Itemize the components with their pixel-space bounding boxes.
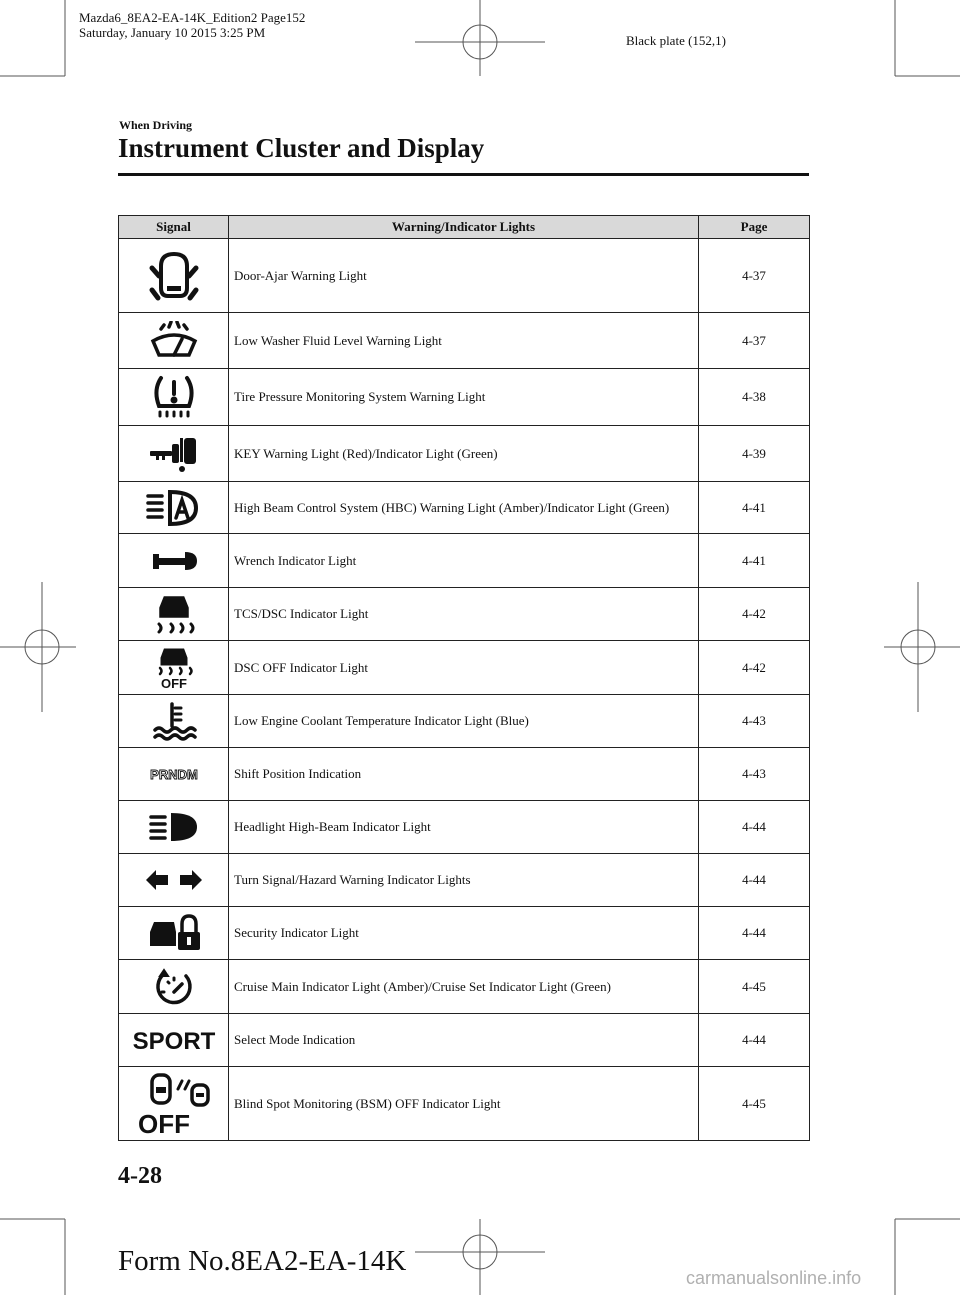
light-description: High Beam Control System (HBC) Warning Light (Amber)/Indicator Light (Green) <box>229 482 699 534</box>
bsm-off-icon <box>119 1071 228 1137</box>
light-description: Turn Signal/Hazard Warning Indicator Lights <box>229 854 699 907</box>
page-reference: 4-43 <box>699 695 810 748</box>
light-description: DSC OFF Indicator Light <box>229 641 699 695</box>
cruise-icon <box>119 966 228 1008</box>
page-reference: 4-44 <box>699 1014 810 1067</box>
file-name-line: Mazda6_8EA2-EA-14K_Edition2 Page152 <box>79 10 306 25</box>
page-reference: 4-44 <box>699 907 810 960</box>
light-description: Blind Spot Monitoring (BSM) OFF Indicator Light <box>229 1067 699 1141</box>
light-description: Cruise Main Indicator Light (Amber)/Cruise Set Indicator Light (Green) <box>229 960 699 1014</box>
door-ajar-icon <box>119 246 228 306</box>
page-reference: 4-38 <box>699 369 810 426</box>
section-label: When Driving <box>119 118 193 132</box>
light-description: TCS/DSC Indicator Light <box>229 588 699 641</box>
page-reference: 4-37 <box>699 239 810 313</box>
light-description: Select Mode Indication <box>229 1014 699 1067</box>
table-row <box>119 748 810 801</box>
table-row <box>119 239 810 313</box>
column-header-lights: Warning/Indicator Lights <box>229 216 699 239</box>
indicator-lights-table <box>118 215 810 1141</box>
coolant-temp-icon <box>119 700 228 742</box>
page-title: Instrument Cluster and Display <box>118 133 485 163</box>
page-reference: 4-45 <box>699 1067 810 1141</box>
table-row <box>119 1014 810 1067</box>
page-number: 4-28 <box>118 1163 162 1189</box>
table-row <box>119 854 810 907</box>
table-row <box>119 534 810 588</box>
table-row <box>119 1067 810 1141</box>
page-reference: 4-37 <box>699 313 810 369</box>
timestamp-line: Saturday, January 10 2015 3:25 PM <box>79 25 266 40</box>
svg-text:OFF: OFF <box>137 1108 190 1137</box>
light-description: Shift Position Indication <box>229 748 699 801</box>
column-header-signal: Signal <box>119 216 229 239</box>
page-reference: 4-43 <box>699 748 810 801</box>
page-reference: 4-42 <box>699 588 810 641</box>
tcs-dsc-icon <box>119 592 228 636</box>
light-description: Wrench Indicator Light <box>229 534 699 588</box>
table-row <box>119 801 810 854</box>
tire-pressure-icon <box>119 374 228 420</box>
title-rule <box>118 173 809 176</box>
shift-position-icon <box>119 764 228 784</box>
svg-text:PRNDM: PRNDM <box>149 767 198 782</box>
table-row <box>119 313 810 369</box>
light-description: Door-Ajar Warning Light <box>229 239 699 313</box>
light-description: KEY Warning Light (Red)/Indicator Light (Green) <box>229 426 699 482</box>
form-number: Form No.8EA2-EA-14K <box>118 1245 407 1277</box>
table-row <box>119 641 810 695</box>
light-description: Headlight High-Beam Indicator Light <box>229 801 699 854</box>
light-description: Security Indicator Light <box>229 907 699 960</box>
page-reference: 4-42 <box>699 641 810 695</box>
headlight-high-beam-icon <box>119 809 228 845</box>
table-header-row <box>119 216 810 239</box>
table-row <box>119 695 810 748</box>
washer-fluid-icon <box>119 321 228 361</box>
sport-mode-icon <box>119 1025 228 1055</box>
turn-signal-icon <box>119 867 228 893</box>
wrench-icon <box>119 546 228 576</box>
light-description: Low Engine Coolant Temperature Indicator Light (Blue) <box>229 695 699 748</box>
page-reference: 4-41 <box>699 534 810 588</box>
security-icon <box>119 912 228 954</box>
plate-label: Black plate (152,1) <box>626 33 726 48</box>
table-row <box>119 482 810 534</box>
svg-text:OFF: OFF <box>160 675 187 690</box>
page-reference: 4-45 <box>699 960 810 1014</box>
key-icon <box>119 434 228 474</box>
high-beam-auto-icon <box>119 488 228 528</box>
table-row <box>119 960 810 1014</box>
svg-text:SPORT: SPORT <box>132 1028 215 1055</box>
table-row <box>119 907 810 960</box>
light-description: Low Washer Fluid Level Warning Light <box>229 313 699 369</box>
column-header-page: Page <box>699 216 810 239</box>
table-row <box>119 588 810 641</box>
page-reference: 4-39 <box>699 426 810 482</box>
light-description: Tire Pressure Monitoring System Warning Light <box>229 369 699 426</box>
table-row <box>119 426 810 482</box>
table-row <box>119 369 810 426</box>
page-reference: 4-44 <box>699 801 810 854</box>
page-reference: 4-41 <box>699 482 810 534</box>
page-reference: 4-44 <box>699 854 810 907</box>
watermark: carmanualsonline.info <box>686 1268 862 1288</box>
dsc-off-icon <box>119 646 228 690</box>
